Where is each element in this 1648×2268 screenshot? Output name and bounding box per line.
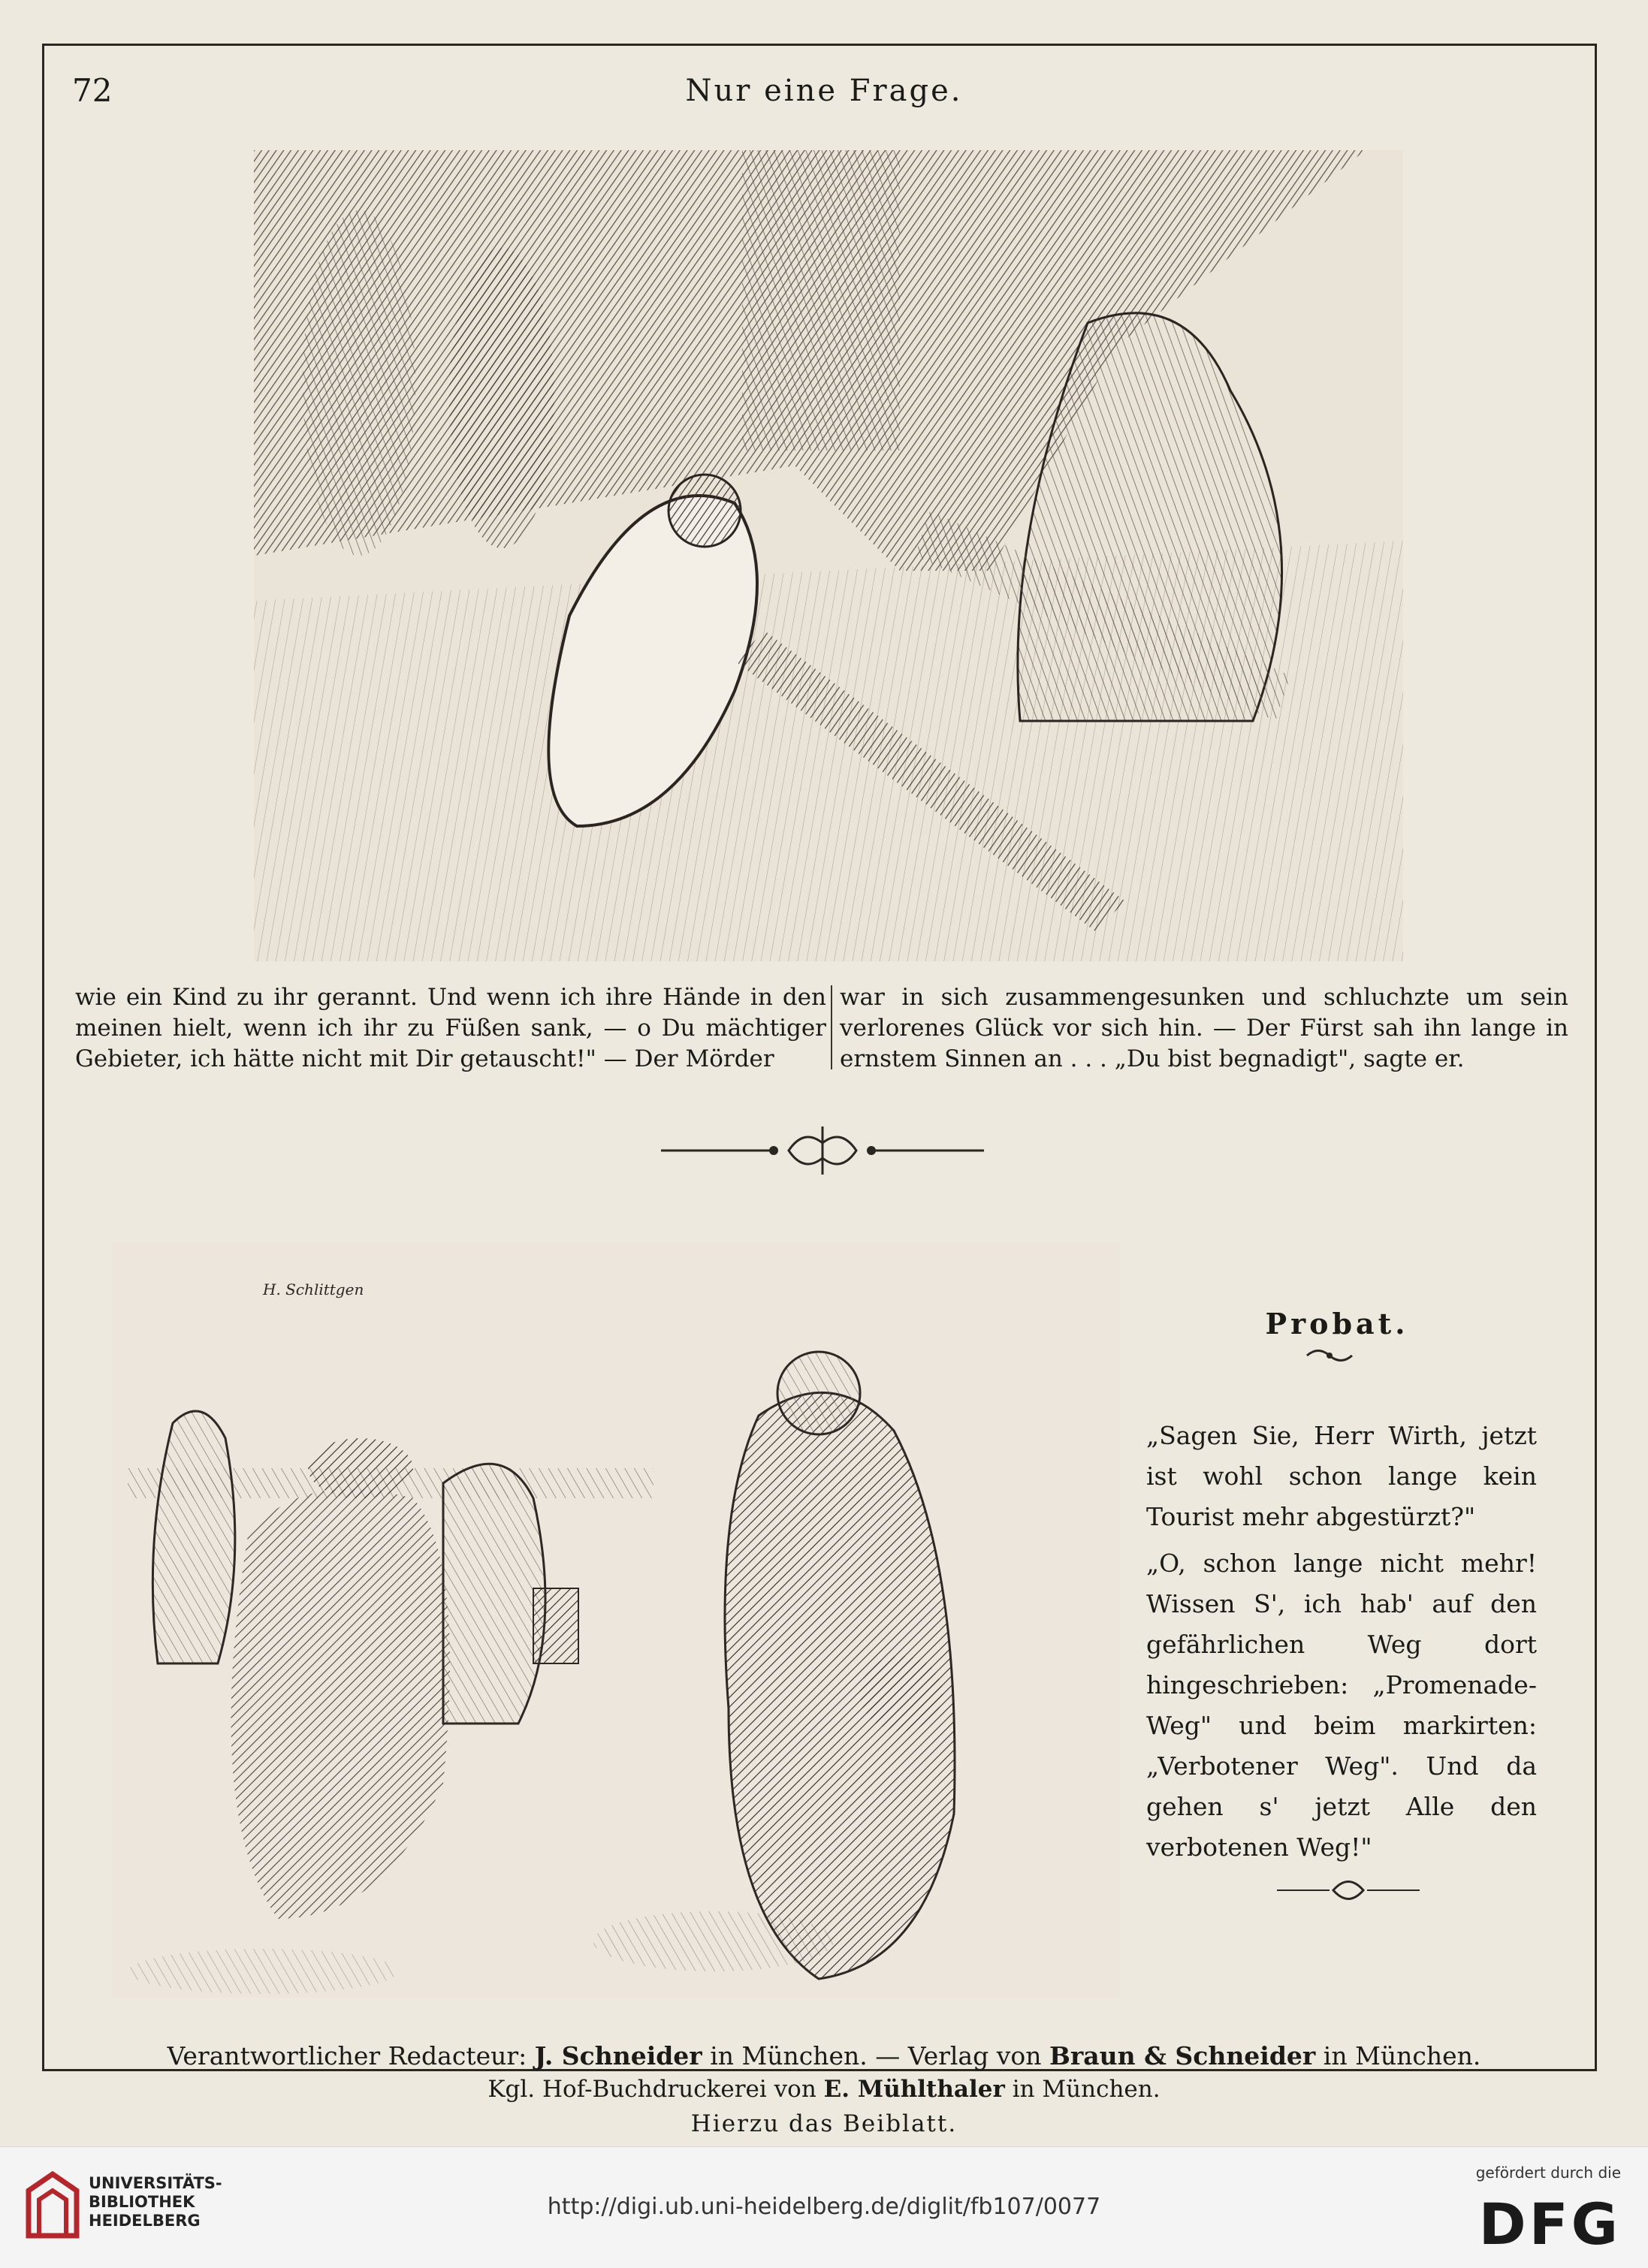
artist-signature: H. Schlittgen — [263, 1280, 364, 1298]
imprint-line-2: Kgl. Hof-Buchdruckerei von E. Mühlthaler in München. — [487, 2076, 1161, 2103]
page-number: 72 — [72, 72, 113, 109]
editor-name: J. Schneider — [534, 2041, 702, 2070]
imprint-line-1: Verantwortlicher Redacteur: J. Schneider in München. — Verlag von Braun & Schneider in München. — [167, 2041, 1481, 2070]
funded-by-label: gefördert durch die — [1475, 2164, 1621, 2182]
viewer-footer-bar — [0, 2146, 1648, 2268]
supplement-note: Hierzu das Beiblatt. — [690, 2110, 958, 2137]
permalink-url[interactable]: http://digi.ub.uni-heidelberg.de/diglit/fb107/0077 — [547, 2194, 1101, 2220]
publisher-name: Braun & Schneider — [1049, 2041, 1316, 2070]
poem-paragraph-2: „O, schon lange nicht mehr! Wissen S', ich hab' auf den gefährlichen Weg dort hingeschrieben: „Promenade-Weg" und beim markirten: „Verbotener Weg". Und da gehen s' jetzt Alle den verbotenen Weg!" — [1146, 1549, 1537, 1862]
poem-paragraph-1: „Sagen Sie, Herr Wirth, jetzt ist wohl schon lange kein Tourist mehr abgestürzt?" — [1146, 1421, 1537, 1531]
poem-text — [1146, 1416, 1537, 1874]
printer-name: E. Mühlthaler — [823, 2076, 1005, 2103]
poem-title: Probat. — [1265, 1307, 1409, 1341]
prisoner-scene-engraving — [254, 150, 1403, 961]
bottom-illustration — [113, 1243, 1119, 1998]
article-left-column: wie ein Kind zu ihr gerannt. Und wenn ich ihre Hände in den meinen hielt, wenn ich ihr zu Füßen sank, — o Du mächtiger Gebieter, ich hätte nicht mit Dir getauscht!" — Der Mörder — [75, 984, 826, 1072]
ornament-divider — [661, 1120, 984, 1181]
tourists-scene-engraving — [113, 1243, 1119, 1998]
end-ornament — [1277, 1871, 1420, 1909]
dfg-logo[interactable]: DFG — [1478, 2191, 1621, 2257]
running-title: Nur eine Frage. — [685, 74, 963, 108]
column-rule — [831, 985, 832, 1069]
article-right-column: war in sich zusammengesunken und schluchzte um sein verlorenes Glück vor sich hin. — Der Fürst sah ihn lange in ernstem Sinnen an . . . „Du bist begnadigt", sagte er. — [840, 984, 1568, 1072]
title-ornament — [1299, 1344, 1360, 1367]
top-illustration — [254, 150, 1403, 961]
library-name[interactable]: UNIVERSITÄTS- BIBLIOTHEK HEIDELBERG — [89, 2174, 222, 2230]
